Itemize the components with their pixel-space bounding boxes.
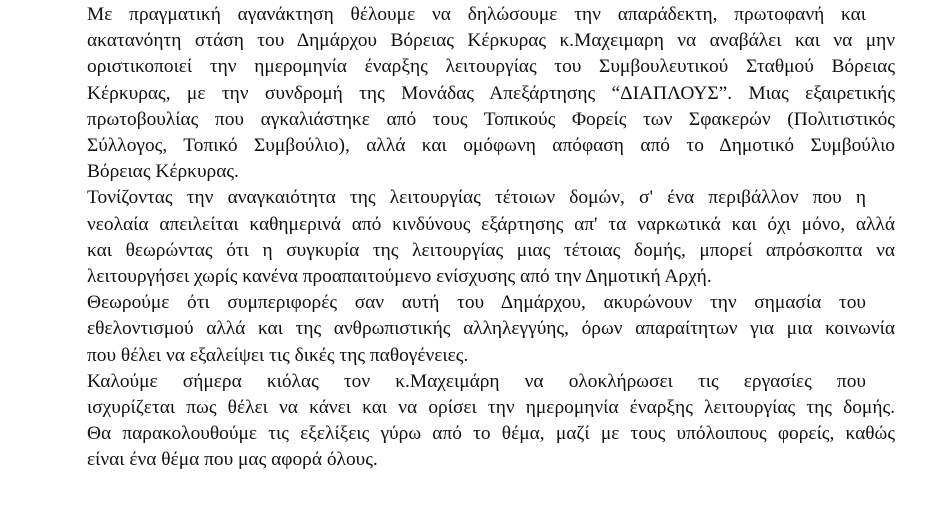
text-line: είναι ένα θέμα που μας αφορά όλους. <box>87 449 378 471</box>
paragraph-2 <box>58 185 895 290</box>
text-line: Βόρειας Κέρκυρας. <box>87 161 239 183</box>
text-line: Σύλλογος, Τοπικό Συμβούλιο), αλλά και ομόφωνη απόφαση από το Δημοτικό Συμβούλιο <box>87 135 895 157</box>
paragraph-4 <box>58 369 895 474</box>
text-line: νεολαία απειλείται καθημερινά από κινδύνους εξάρτησης απ' τα ναρκωτικά και όχι μόνο, αλλά <box>87 213 895 235</box>
text-line: που θέλει να εξαλείψει τις δικές της παθογένειες. <box>87 344 469 366</box>
text-line: και θεωρώντας ότι η συγκυρία της λειτουργίας μιας τέτοιας δομής, μπορεί απρόσκοπτα να <box>87 239 895 261</box>
text-line: Θεωρούμε ότι συμπεριφορές σαν αυτή του Δημάρχου, ακυρώνουν την σημασία του <box>87 292 866 314</box>
paragraph-1 <box>58 2 895 185</box>
paragraph-3 <box>58 290 895 369</box>
text-line: Καλούμε σήμερα κιόλας τον κ.Μαχειμάρη να ολοκλήρωσει τις εργασίες που <box>87 370 866 392</box>
text-line: Θα παρακολουθούμε τις εξελίξεις γύρω από το θέμα, μαζί με τους υπόλοιπους φορείς, καθώς <box>87 423 895 445</box>
document-body <box>58 2 895 474</box>
text-line: πρωτοβουλίας που αγκαλιάστηκε από τους Τοπικούς Φορείς των Σφακερών (Πολιτιστικός <box>87 108 895 130</box>
text-line: εθελοντισμού αλλά και της ανθρωπιστικής αλληλεγγύης, όρων απαραίτητων για μια κοινωνία <box>87 318 895 340</box>
text-line: Τονίζοντας την αναγκαιότητα της λειτουργίας τέτοιων δομών, σ' ένα περιβάλλον που η <box>87 187 866 209</box>
text-line: Κέρκυρας, με την συνδρομή της Μονάδας Απεξάρτησης “ΔΙΑΠΛΟΥΣ”. Μιας εξαιρετικής <box>87 82 895 104</box>
text-line: Με πραγματική αγανάκτηση θέλουμε να δηλώσουμε την απαράδεκτη, πρωτοφανή και <box>87 4 866 25</box>
text-line: ισχυρίζεται πως θέλει να κάνει και να ορίσει την ημερομηνία έναρξης λειτουργίας της δομής. <box>87 397 895 419</box>
text-line: ακατανόητη στάση του Δημάρχου Βόρειας Κέρκυρας κ.Μαχειμαρη να αναβάλει και να μην <box>87 30 895 52</box>
text-line: λειτουργήσει χωρίς κανένα προαπαιτούμενο ενίσχυσης από την Δημοτική Αρχή. <box>87 266 712 288</box>
text-line: οριστικοποιεί την ημερομηνία έναρξης λειτουργίας του Συμβουλευτικού Σταθμού Βόρειας <box>87 56 895 78</box>
